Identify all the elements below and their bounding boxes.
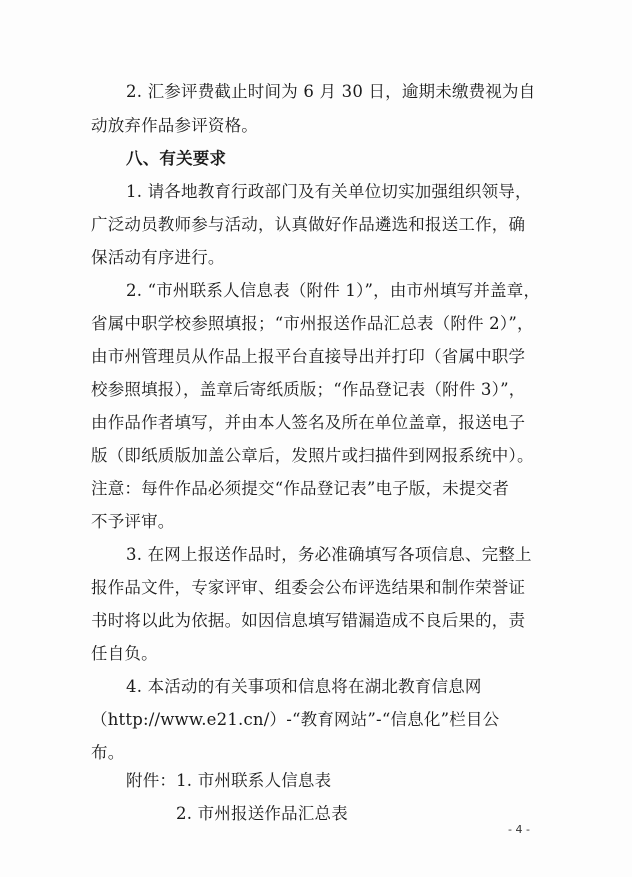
text-line: 由作品作者填写，并由本人签名及所在单位盖章，报送电子 <box>91 413 526 432</box>
text-line: 不予评审。 <box>91 512 175 531</box>
section-heading: 八、有关要求 <box>126 149 227 168</box>
page-number: - 4 - <box>508 823 530 836</box>
text-line: 注意：每件作品必须提交“作品登记表”电子版，未提交者 <box>91 479 510 498</box>
text-line: 版（即纸质版加盖公章后，发照片或扫描件到网报系统中）。 <box>91 446 534 465</box>
text-line: 保活动有序进行。 <box>91 248 225 267</box>
text-line: 3. 在网上报送作品时，务必准确填写各项信息、完整上 <box>126 545 532 564</box>
text-line: 校参照填报），盖章后寄纸质版；“作品登记表（附件 3）”， <box>91 380 526 399</box>
text-line: 动放弃作品参评资格。 <box>91 116 258 135</box>
attachment-line: 附件：1. 市州联系人信息表 <box>126 771 332 790</box>
text-line: 书时将以此为依据。如因信息填写错漏造成不良后果的，责 <box>91 611 526 630</box>
text-line: 由市州管理员从作品上报平台直接导出并打印（省属中职学 <box>91 347 526 366</box>
text-line: 报作品文件，专家评审、组委会公布评选结果和制作荣誉证 <box>91 578 526 597</box>
text-line: 2. 汇参评费截止时间为 6 月 30 日，逾期未缴费视为自 <box>126 82 536 101</box>
text-line: 1. 请各地教育行政部门及有关单位切实加强组织领导， <box>126 182 532 201</box>
attachment-line: 2. 市州报送作品汇总表 <box>176 804 348 823</box>
text-line: 2. “市州联系人信息表（附件 1）”，由市州填写并盖章， <box>126 281 541 300</box>
text-line: 广泛动员教师参与活动，认真做好作品遴选和报送工作，确 <box>91 215 526 234</box>
text-line: （http://www.e21.cn/）-“教育网站”-“信息化”栏目公 <box>91 710 500 729</box>
text-line: 布。 <box>91 743 125 762</box>
text-line: 省属中职学校参照填报；“市州报送作品汇总表（附件 2）”， <box>91 314 534 333</box>
text-line: 任自负。 <box>91 644 158 663</box>
text-line: 4. 本活动的有关事项和信息将在湖北教育信息网 <box>126 677 482 696</box>
